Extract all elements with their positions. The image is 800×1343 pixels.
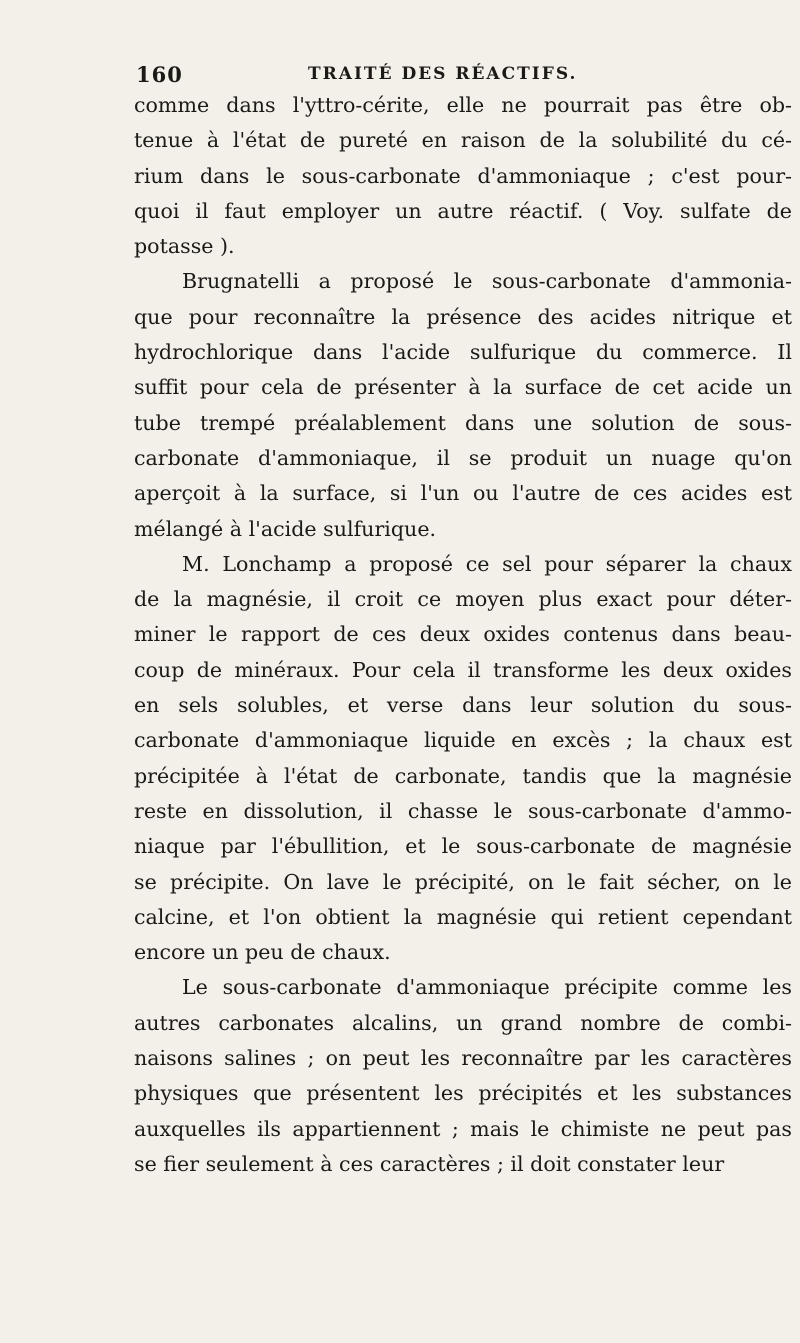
page-body-text (134, 88, 792, 1182)
text-line: suffit pour cela de présenter à la surface de cet acide un (134, 375, 792, 400)
text-line: se fier seulement à ces caractères ; il doit constater leur (134, 1151, 725, 1176)
text-line: encore un peu de chaux. (134, 940, 391, 965)
text-line: Brugnatelli a proposé le sous-carbonate d'ammonia- (182, 269, 792, 294)
running-head: TRAITÉ DES RÉACTIFS. (308, 64, 578, 84)
text-line: se précipite. On lave le précipité, on le fait sécher, on le (134, 869, 792, 894)
text-line: en sels solubles, et verse dans leur solution du sous- (134, 693, 792, 718)
text-line: précipitée à l'état de carbonate, tandis que la magnésie (134, 763, 792, 788)
text-line: tube trempé préalablement dans une solution de sous- (134, 410, 792, 435)
paragraph (134, 88, 792, 264)
text-line: coup de minéraux. Pour cela il transforme les deux oxides (134, 657, 792, 682)
paragraph (134, 547, 792, 971)
text-line: comme dans l'yttro-cérite, elle ne pourrait pas être ob- (134, 93, 792, 117)
text-line: hydrochlorique dans l'acide sulfurique du commerce. Il (134, 340, 792, 365)
text-line: miner le rapport de ces deux oxides contenus dans beau- (134, 622, 792, 647)
text-line: tenue à l'état de pureté en raison de la solubilité du cé- (134, 128, 792, 153)
text-line: carbonate d'ammoniaque liquide en excès ; la chaux est (134, 728, 792, 753)
paragraph (134, 264, 792, 546)
text-line: Le sous-carbonate d'ammoniaque précipite comme les (182, 975, 792, 1000)
text-line: physiques que présentent les précipités et les substances (134, 1081, 792, 1106)
text-line: carbonate d'ammoniaque, il se produit un nuage qu'on (134, 445, 792, 470)
text-line: de la magnésie, il croit ce moyen plus exact pour déter- (134, 587, 792, 612)
text-line: auxquelles ils appartiennent ; mais le chimiste ne peut pas (134, 1116, 792, 1141)
paragraph (134, 970, 792, 1182)
page-number: 160 (136, 62, 183, 87)
text-line: reste en dissolution, il chasse le sous-carbonate d'ammo- (134, 798, 792, 823)
text-line: mélangé à l'acide sulfurique. (134, 516, 437, 541)
text-line: naisons salines ; on peut les reconnaître par les caractères (134, 1046, 792, 1071)
text-line: calcine, et l'on obtient la magnésie qui retient cependant (134, 904, 792, 929)
text-line: quoi il faut employer un autre réactif. ( Voy. sulfate de (134, 198, 792, 223)
text-line: potasse ). (134, 234, 235, 259)
text-line: aperçoit à la surface, si l'un ou l'autre de ces acides est (134, 481, 792, 506)
page-header (0, 52, 800, 92)
text-line: autres carbonates alcalins, un grand nombre de combi- (134, 1010, 792, 1035)
text-line: niaque par l'ébullition, et le sous-carbonate de magnésie (134, 834, 792, 859)
text-line: M. Lonchamp a proposé ce sel pour séparer la chaux (182, 551, 792, 576)
text-line: que pour reconnaître la présence des acides nitrique et (134, 304, 792, 329)
text-line: rium dans le sous-carbonate d'ammoniaque ; c'est pour- (134, 163, 792, 188)
